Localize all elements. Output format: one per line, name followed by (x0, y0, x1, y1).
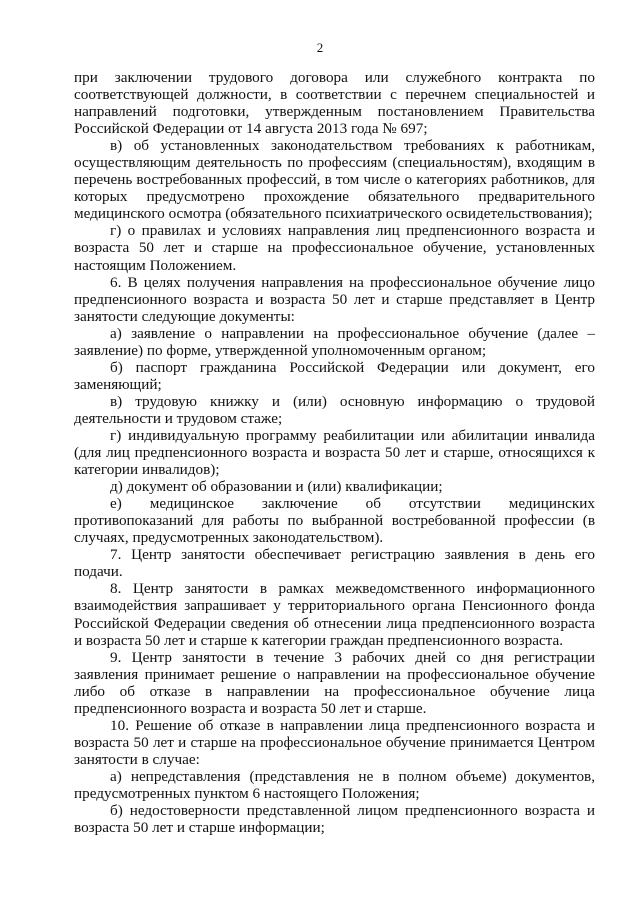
paragraph-item-6d: д) документ об образовании и (или) квалификации; (110, 478, 443, 496)
paragraph-clause-8: 8. Центр занятости в рамках межведомственного информационного взаимодействия запрашивает у территориального органа Пенсионного фонда Российской Федерации сведения об отнесении лица предпенсионного возраста и возраста 50 лет и старше к категории граждан предпенсионного возраста. (74, 580, 595, 649)
paragraph-item-6g: г) индивидуальную программу реабилитации или абилитации инвалида (для лиц предпенсионного возраста и возраста 50 лет и старше, относящихся к категории инвалидов); (74, 426, 595, 479)
paragraph-clause-6: 6. В целях получения направления на профессиональное обучение лицо предпенсионного возраста и возраста 50 лет и старше представляет в Центр занятости следующие документы: (74, 273, 595, 325)
paragraph-item-6b: б) паспорт гражданина Российской Федерации или документ, его заменяющий; (74, 358, 595, 393)
paragraph-continuation: при заключении трудового договора или служебного контракта по соответствующей должности, в соответствии с перечнем специальностей и направлений подготовки, утвержденным постановлением Правительства Российской Федерации от 14 августа 2013 года № 697; (74, 69, 595, 138)
paragraph-item-6v: в) трудовую книжку и (или) основную информацию о трудовой деятельности и трудовом стаже; (74, 392, 595, 427)
paragraph-clause-9: 9. Центр занятости в течение 3 рабочих дней со дня регистрации заявления принимает решение о направлении на профессиональное обучение либо об отказе в направлении на профессиональное обучение лица предпенсионного возраста и возраста 50 лет и старше. (74, 648, 595, 717)
paragraph-item-6e: е) медицинское заключение об отсутствии медицинских противопоказаний для работы по выбранной востребованной профессии (в случаях, предусмотренных законодательством). (74, 495, 595, 547)
paragraph-item-5v: в) об установленных законодательством требованиях к работникам, осуществляющим деятельность по профессиям (специальностям), входящим в перечень востребованных профессий, в том числе о категориях работников, для которых предусмотрено прохождение обязательного предварительного медицинского осмотра (обязательного психиатрического освидетельствования); (74, 137, 595, 223)
page-number: 2 (316, 40, 324, 55)
paragraph-clause-7: 7. Центр занятости обеспечивает регистрацию заявления в день его подачи. (74, 546, 595, 581)
paragraph-item-10a: а) непредставления (представления не в полном объеме) документов, предусмотренных пунктом 6 настоящего Положения; (74, 767, 595, 802)
paragraph-item-5g: г) о правилах и условиях направления лиц предпенсионного возраста и возраста 50 лет и старше на профессиональное обучение, установленных настоящим Положением. (74, 222, 595, 274)
paragraph-item-10b: б) недостоверности представленной лицом предпенсионного возраста и возраста 50 лет и старше информации; (74, 802, 595, 837)
paragraph-item-6a: а) заявление о направлении на профессиональное обучение (далее – заявление) по форме, утвержденной уполномоченным органом; (74, 324, 595, 359)
document-body (74, 69, 595, 836)
paragraph-clause-10: 10. Решение об отказе в направлении лица предпенсионного возраста и возраста 50 лет и старше на профессиональное обучение принимается Центром занятости в случае: (74, 716, 595, 768)
